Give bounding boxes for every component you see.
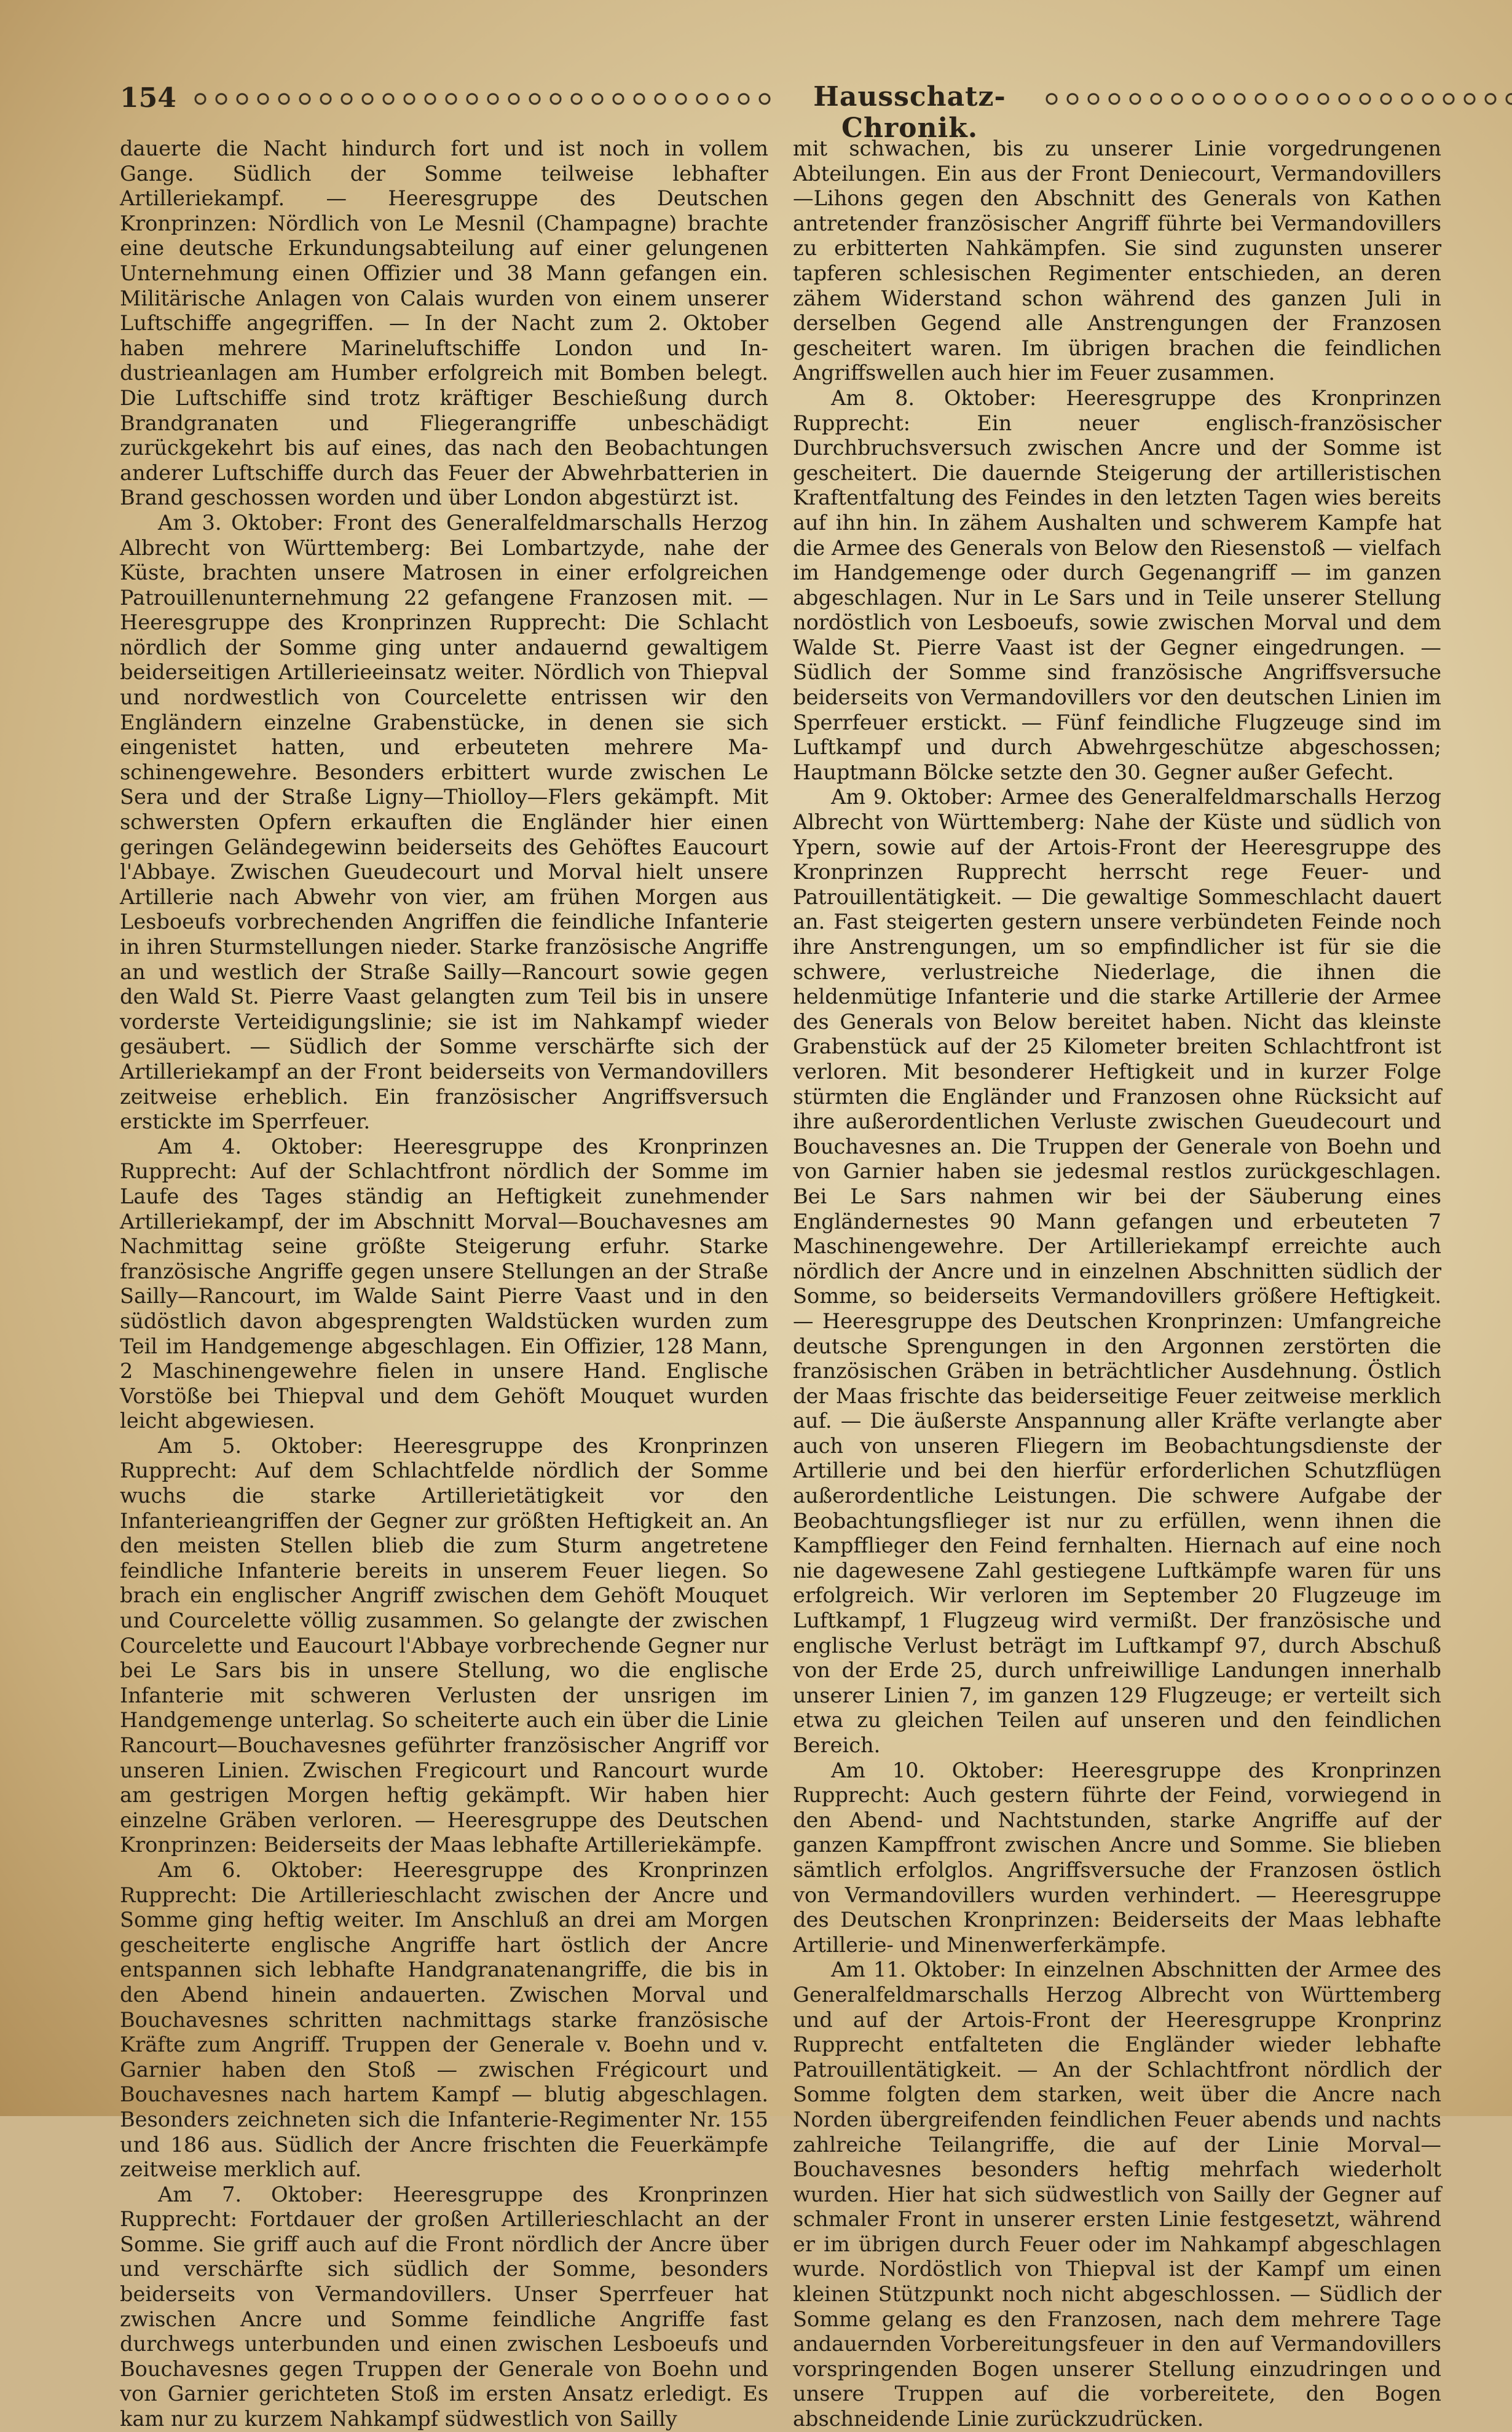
header-ornament-right: [1045, 92, 1512, 106]
page-number: 154: [120, 82, 176, 114]
paragraph: dauerte die Nacht hindurch fort und ist noch in vollem Gange. Südlich der Somme teilweise lebhafter Artilleriekampf. — Heeresgruppe des Deutschen Kronprinzen: Nördlich von Le Mesnil (Champagne) brachte eine deutsche Erkundungsabteilung auf einer gelungenen Unternehmung einen Offizier und 38 Mann gefangen ein. Militärische Anlagen von Calais wurden von einem unserer Luftschiffe angegriffen. — In der Nacht zum 2. Oktober haben mehrere Marineluftschiffe London und Industrieanlagen am Humber erfolgreich mit Bomben belegt. Die Luftschiffe sind trotz kräftiger Beschießung durch Brandgranaten und Fliegerangriffe unbeschädigt zurückgekehrt bis auf eines, das nach den Beobachtungen anderer Luftschiffe durch das Feuer der Abwehrbatterien in Brand geschossen worden und über London abgestürzt ist.: [120, 136, 768, 510]
page-title: Hausschatz-Chronik.: [813, 81, 1006, 144]
paragraph: Am 11. Oktober: In einzelnen Abschnitten der Armee des Generalfeldmarschalls Herzog Albrecht von Württemberg und auf der Artois-Front der Heeresgruppe Kronprinz Rupprecht entfalteten die Engländer wieder lebhafte Patrouillentätigkeit. — An der Schlachtfront nördlich der Somme folgten dem starken, weit über die Ancre nach Norden übergreifenden feindlichen Feuer abends und nachts zahlreiche Teilangriffe, die auf der Linie Morval—Bouchavesnes besonders heftig mehrfach wiederholt wurden. Hier hat sich südwestlich von Sailly der Gegner auf schmaler Front in unserer ersten Linie festgesetzt, während er im übrigen durch Feuer oder im Nahkampf abgeschlagen wurde. Nordöstlich von Thiepval ist der Kampf um einen kleinen Stützpunkt noch nicht abgeschlossen. — Südlich der Somme gelang es den Franzosen, nach dem mehrere Tage andauernden Vorbereitungsfeuer in den auf Vermandovillers vorspringenden Bogen unserer Stellung einzudringen und unsere Truppen auf die vorbereitete, den Bogen abschneidende Linie zurückzudrücken.: [793, 1958, 1441, 2431]
running-header: [120, 79, 1451, 144]
paragraph: Am 6. Oktober: Heeresgruppe des Kronprinzen Rupprecht: Die Artillerieschlacht zwischen der Ancre und Somme ging heftig weiter. Im Anschluß an drei am Morgen gescheiterte englische Angriffe hart östlich der Ancre entspannen sich lebhafte Handgranatenangriffe, die bis in den Abend hinein andauerten. Zwischen Morval und Bouchavesnes schritten nachmittags starke französische Kräfte zum Angriff. Truppen der Generale v. Boehn und v. Garnier haben den Stoß — zwischen Frégicourt und Bouchavesnes nach hartem Kampf — blutig abgeschlagen. Besonders zeichneten sich die Infanterie-Regimenter Nr. 155 und 186 aus. Südlich der Ancre frischten die Feuerkämpfe zeitweise merklich auf.: [120, 1857, 768, 2182]
paragraph: Am 7. Oktober: Heeresgruppe des Kronprinzen Rupprecht: Fortdauer der großen Artillerieschlacht an der Somme. Sie griff auch auf die Front nördlich der Ancre über und verschärfte sich südlich der Somme, besonders beiderseits von Vermandovillers. Unser Sperrfeuer hat zwischen Ancre und Somme feindliche Angriffe fast durchwegs unterbunden und einen zwischen Lesboeufs und Bouchavesnes gegen Truppen der Generale von Boehn und von Garnier gerichteten Stoß im ersten Ansatz erledigt. Es kam nur zu kurzem Nahkampf südwestlich von Sailly: [120, 2182, 768, 2431]
paragraph: Am 9. Oktober: Armee des Generalfeldmarschalls Herzog Albrecht von Württemberg: Nahe der Küste und südlich von Ypern, sowie auf der Artois-Front der Heeresgruppe des Kronprinzen Rupprecht herrscht rege Feuer- und Patrouillentätigkeit. — Die gewaltige Sommeschlacht dauert an. Fast steigerten gestern unsere verbündeten Feinde noch ihre Anstrengungen, um so empfindlicher ist für sie die schwere, verlustreiche Niederlage, die ihnen die heldenmütige Infanterie und die starke Artillerie der Armee des Generals von Below bereitet haben. Nicht das kleinste Grabenstück auf der 25 Kilometer breiten Schlachtfront ist verloren. Mit besonderer Heftigkeit und in kurzer Folge stürmten die Engländer und Franzosen ohne Rücksicht auf ihre außerordentlichen Verluste zwischen Gueudecourt und Bouchavesnes an. Die Truppen der Generale von Boehn und von Garnier haben sie jedesmal restlos zurückgeschlagen. Bei Le Sars nahmen wir bei der Säuberung eines Engländernestes 90 Mann gefangen und erbeuteten 7 Maschinengewehre. Der Artilleriekampf erreichte auch nördlich der Ancre und in einzelnen Abschnitten südlich der Somme, so beiderseits Vermandovillers größere Heftigkeit. — Heeresgruppe des Deutschen Kronprinzen: Umfangreiche deutsche Sprengungen in den Argonnen zerstörten die französischen Gräben in beträchtlicher Ausdehnung. Östlich der Maas frischte das beiderseitige Feuer zeitweise merklich auf. — Die äußerste Anspannung aller Kräfte verlangte aber auch von unseren Fliegern im Beobachtungsdienste der Artillerie und bei den hierfür erforderlichen Schutzflügen außerordentliche Leistungen. Die schwere Aufgabe der Beobachtungsflieger ist nur zu erfüllen, wenn ihnen die Kampfflieger den Feind fernhalten. Hiernach auf eine noch nie dagewesene Zahl gestiegene Luftkämpfe waren für uns erfolgreich. Wir verloren im September 20 Flugzeuge im Luftkampf, 1 Flugzeug wird vermißt. Der französische und englische Verlust beträgt im Luftkampf 97, durch Abschuß von der Erde 25, durch unfreiwillige Landungen innerhalb unserer Linien 7, im ganzen 129 Flugzeuge; er verteilt sich etwa zu gleichen Teilen auf unseren und den feindlichen Bereich.: [793, 785, 1441, 1757]
paragraph: Am 3. Oktober: Front des Generalfeldmarschalls Herzog Albrecht von Württemberg: Bei Lombartzyde, nahe der Küste, brachten unsere Matrosen in einer erfolgreichen Patrouillenunternehmung 22 gefangene Franzosen mit. — Heeresgruppe des Kronprinzen Rupprecht: Die Schlacht nördlich der Somme ging unter andauernd gewaltigem beiderseitigen Artillerieeinsatz weiter. Nördlich von Thiepval und nordwestlich von Courcelette entrissen wir den Engländern einzelne Grabenstücke, in denen sie sich eingenistet hatten, und erbeuteten mehrere Maschinengewehre. Besonders erbittert wurde zwischen Le Sera und der Straße Ligny—Thiolloy—Flers gekämpft. Mit schwersten Opfern erkauften die Engländer hier einen geringen Geländegewinn beiderseits des Gehöftes Eaucourt l'Abbaye. Zwischen Gueudecourt und Morval hielt unsere Artillerie nach Abwehr von vier, am frühen Morgen aus Lesboeufs vorbrechenden Angriffen die feindliche Infanterie in ihren Sturmstellungen nieder. Starke französische Angriffe an und westlich der Straße Sailly—Rancourt sowie gegen den Wald St. Pierre Vaast gelangten zum Teil bis in unsere vorderste Verteidigungslinie; sie ist im Nahkampf wieder gesäubert. — Südlich der Somme verschärfte sich der Artilleriekampf an der Front beiderseits von Vermandovillers zeitweise erheblich. Ein französischer Angriffsversuch erstickte im Sperrfeuer.: [120, 510, 768, 1134]
paragraph: Am 10. Oktober: Heeresgruppe des Kronprinzen Rupprecht: Auch gestern führte der Feind, vorwiegend in den Abend- und Nachtstunden, starke Angriffe auf der ganzen Kampffront zwischen Ancre und Somme. Sie blieben sämtlich erfolglos. Angriffsversuche der Franzosen östlich von Vermandovillers wurden verhindert. — Heeresgruppe des Deutschen Kronprinzen: Beiderseits der Maas lebhafte Artillerie- und Minenwerferkämpfe.: [793, 1758, 1441, 1957]
paragraph: Am 4. Oktober: Heeresgruppe des Kronprinzen Rupprecht: Auf der Schlachtfront nördlich der Somme im Laufe des Tages ständig an Heftigkeit zunehmender Artilleriekampf, der im Abschnitt Morval—Bouchavesnes am Nachmittag seine größte Steigerung erfuhr. Starke französische Angriffe gegen unsere Stellungen an der Straße Sailly—Rancourt, im Walde Saint Pierre Vaast und in den südöstlich davon abgesprengten Waldstücken wurden zum Teil im Handgemenge abgeschlagen. Ein Offizier, 128 Mann, 2 Maschinengewehre fielen in unsere Hand. Englische Vorstöße bei Thiepval und dem Gehöft Mouquet wurden leicht abgewiesen.: [120, 1134, 768, 1433]
paragraph: Am 5. Oktober: Heeresgruppe des Kronprinzen Rupprecht: Auf dem Schlachtfelde nördlich der Somme wuchs die starke Artillerietätigkeit vor den Infanterieangriffen der Gegner zur größten Heftigkeit an. An den meisten Stellen blieb die zum Sturm angetretene feindliche Infanterie bereits in unserem Feuer liegen. So brach ein englischer Angriff zwischen dem Gehöft Mouquet und Courcelette völlig zusammen. So gelangte der zwischen Courcelette und Eaucourt l'Abbaye vorbrechende Gegner nur bei Le Sars bis in unsere Stellung, wo die englische Infanterie mit schweren Verlusten der unsrigen im Handgemenge unterlag. So scheiterte auch ein über die Linie Rancourt—Bouchavesnes geführter französischer Angriff vor unseren Linien. Zwischen Fregicourt und Rancourt wurde am gestrigen Morgen heftig gekämpft. Wir haben hier einzelne Gräben verloren. — Heeresgruppe des Deutschen Kronprinzen: Beiderseits der Maas lebhafte Artilleriekämpfe.: [120, 1433, 768, 1857]
paragraph: mit schwachen, bis zu unserer Linie vorgedrungenen Abteilungen. Ein aus der Front Deniecourt, Vermandovillers—Lihons gegen den Abschnitt des Generals von Kathen antretender französischer Angriff führte bei Vermandovillers zu erbitterten Nahkämpfen. Sie sind zugunsten unserer tapferen schlesischen Regimenter entschieden, an deren zähem Widerstand schon während des ganzen Juli in derselben Gegend alle Anstrengungen der Franzosen gescheitert waren. Im übrigen brachen die feindlichen Angriffswellen auch hier im Feuer zusammen.: [793, 136, 1441, 385]
paragraph: Am 8. Oktober: Heeresgruppe des Kronprinzen Rupprecht: Ein neuer englisch-französischer Durchbruchsversuch zwischen Ancre und der Somme ist gescheitert. Die dauernde Steigerung der artilleristischen Kraftentfaltung des Feindes in den letzten Tagen wies bereits auf ihn hin. In zähem Aushalten und schwerem Kampfe hat die Armee des Generals von Below den Riesenstoß — vielfach im Handgemenge oder durch Gegenangriff — im ganzen abgeschlagen. Nur in Le Sars und in Teile unserer Stellung nordöstlich von Lesboeufs, sowie zwischen Morval und dem Walde St. Pierre Vaast ist der Gegner eingedrungen. — Südlich der Somme sind französische Angriffsversuche beiderseits von Vermandovillers vor den deutschen Linien im Sperrfeuer erstickt. — Fünf feindliche Flugzeuge sind im Luftkampf und durch Abwehrgeschütze abgeschossen; Hauptmann Bölcke setzte den 30. Gegner außer Gefecht.: [793, 385, 1441, 784]
header-ornament-left: [194, 92, 771, 106]
right-column: [793, 136, 1441, 2432]
left-column: [120, 136, 768, 2432]
